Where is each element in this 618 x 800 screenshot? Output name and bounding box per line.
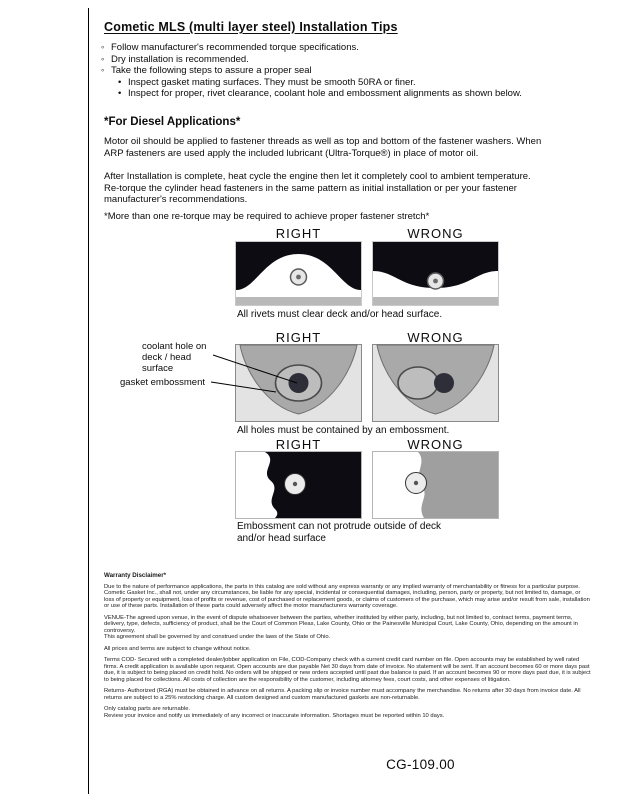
rivet-right-figure (235, 241, 362, 306)
coolant-hole-annotation-line2: deck / head surface (142, 352, 192, 374)
caption-protrusion: Embossment can not protrude outside of deck and/or head surface (237, 521, 442, 544)
diesel-paragraph-2: After Installation is complete, heat cycle the engine then let it completely cool to ambient temperature. Re-torque the cylinder head fasteners in the same pattern as initial installation or per your fastener manufacturer's recommendations. (104, 171, 531, 205)
warranty-heading: Warranty Disclaimer* (104, 572, 167, 579)
rivet-wrong-figure (372, 241, 499, 306)
diagram-protrusion-right (235, 451, 362, 519)
diesel-applications-heading: *For Diesel Applications* (104, 116, 241, 128)
diagram-rivet-wrong (372, 241, 499, 306)
page-title: Cometic MLS (multi layer steel) Installation Tips (104, 20, 398, 34)
coolant-hole-icon (289, 373, 309, 393)
warranty-disclaimer (104, 573, 591, 719)
embossment-wrong-figure (372, 344, 499, 422)
tip-item: ◦ Take the following steps to assure a proper seal (101, 65, 571, 77)
warranty-paragraph: Returns- Authorized (RGA) must be obtained in advance on all returns. A packing slip or invoice number must accompany the merchandise. No returns after 30 days from invoice date. All returns are subject to a 25% restocking charge. All custom designed and custom manufactured gaskets are non-returnable. (104, 688, 581, 701)
gasket-embossment-annotation: gasket embossment (120, 377, 206, 388)
warranty-paragraph: This agreement shall be governed by and construed under the laws of the State of Ohio. (104, 634, 331, 640)
protrusion-wrong-figure (372, 451, 499, 519)
installation-tips-list (101, 42, 571, 100)
coolant-hole-annotation (142, 341, 222, 374)
warranty-paragraph: Due to the nature of performance applications, the parts in this catalog are sold without any express warranty or any implied warranty of merchantability or fitness for a particular purpose. Cometic Gasket Inc., shall not, under any circumstances, be liable for any special, incidental or consequential damages, including, person, party or property, but not limited to, damage, or loss of property or equipment, loss of profits or revenue, cost of purchased or replacement goods, or claims of customers of the purchase, which may arise and/or result from sale, installation or use of these parts. Installation of these parts could adversely affect the motor manufacturers warranty coverage. (104, 583, 590, 609)
right-label-row3: RIGHT (275, 437, 322, 452)
right-label-row2: RIGHT (275, 330, 322, 345)
coolant-hole-icon (434, 373, 454, 393)
diagram-protrusion-wrong (372, 451, 499, 519)
warranty-paragraph: VENUE-The agreed upon venue, in the event of dispute whatsoever between the parties, whether instituted by either party, including, but not limited to, contract terms, payment terms, delivery, type, defects, sufficiency of product, shall be the Court of Common Pleas, Lake County, Ohio or the Painesville Municipal Court, Lake County, Ohio, depending on the amount in controversy. (104, 614, 578, 634)
retorque-note: *More than one re-torque may be required to achieve proper fastener stretch* (104, 211, 430, 222)
diagram-embossment-right (235, 344, 362, 422)
page-number: CG-109.00 (386, 757, 455, 772)
warranty-paragraph: Only catalog parts are returnable. (104, 706, 191, 712)
left-margin-rule (88, 8, 89, 794)
warranty-paragraph: Terms COD- Secured with a completed dealer/jobber application on File, COD-Company check with a current credit card number on file. Open accounts may be established by well rated firms. A credit application is available upon request. Open accounts are due payable Net 30 days from date of invoice. No statement will be sent. If an account becomes 60 or more days past due, it is subject to being placed on credit hold. No orders will be shipped or new orders accepted until past due balance is paid. If an account becomes 90 or more days past due, it is subject to being placed for collections. All costs of collection are the responsibility of the customer, including attorney fees, court costs, and other expenses of litigation. (104, 657, 591, 683)
diagram-rivet-right (235, 241, 362, 306)
warranty-paragraph: All prices and terms are subject to change without notice. (104, 645, 251, 652)
tip-item: ◦ Follow manufacturer's recommended torque specifications. (101, 42, 571, 54)
warranty-paragraph: Review your invoice and notify us immediately of any incorrect or inaccurate information. Shortages must be reported within 10 days. (104, 712, 445, 719)
diesel-paragraph-1: Motor oil should be applied to fastener threads as well as top and bottom of the fastener washers. When ARP fasteners are used apply the included lubricant (Ultra-Torque®) in place of motor oil. (104, 136, 542, 159)
wrong-label-row1: WRONG (407, 226, 464, 241)
embossment-right-figure (235, 344, 362, 422)
caption-rivets: All rivets must clear deck and/or head surface. (237, 309, 443, 320)
tip-subitem: • Inspect for proper, rivet clearance, coolant hole and embossment alignments as shown below. (118, 88, 571, 100)
protrusion-right-figure (235, 451, 362, 519)
coolant-hole-annotation-line1: coolant hole on (142, 341, 207, 352)
right-label-row1: RIGHT (275, 226, 322, 241)
tip-item: ◦ Dry installation is recommended. (101, 54, 571, 66)
wrong-label-row3: WRONG (407, 437, 464, 452)
embossment-ring-icon (398, 367, 438, 399)
diagram-embossment-wrong (372, 344, 499, 422)
tip-subitem: • Inspect gasket mating surfaces. They must be smooth 50RA or finer. (118, 77, 571, 89)
wrong-label-row2: WRONG (407, 330, 464, 345)
caption-embossment: All holes must be contained by an embossment. (237, 425, 450, 436)
